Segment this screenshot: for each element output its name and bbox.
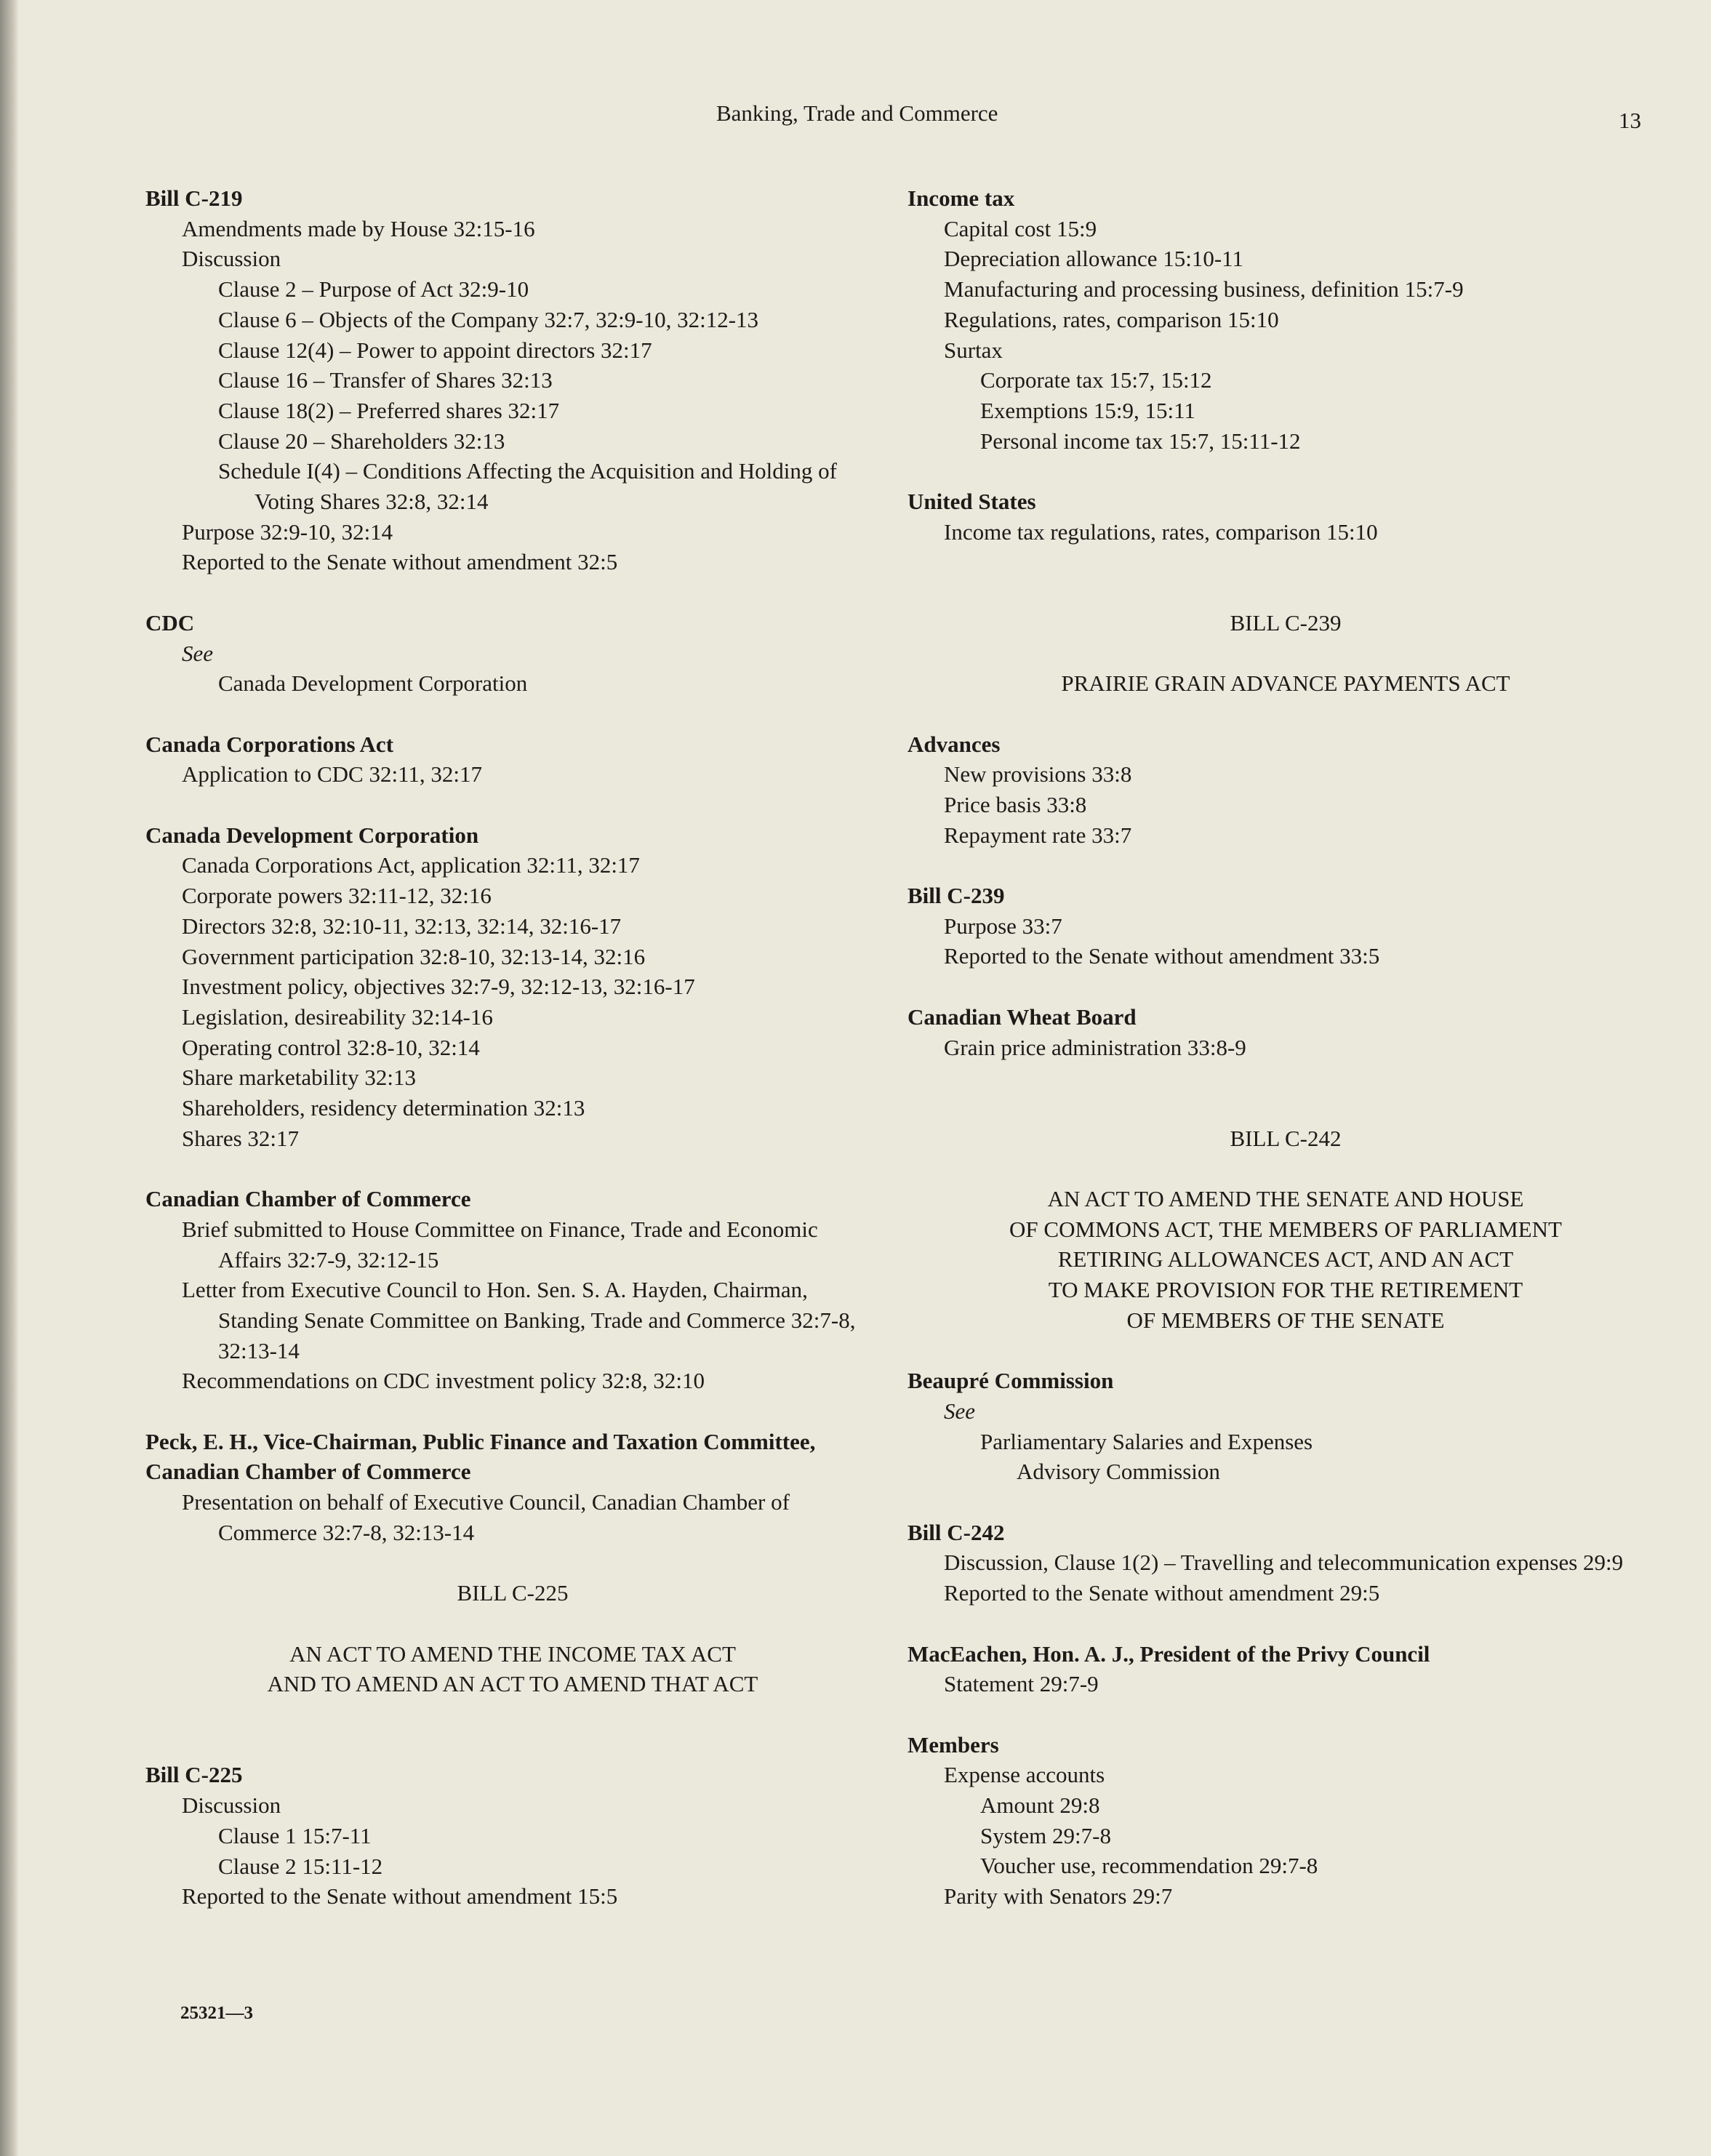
section-title: BILL C-225 <box>457 1580 569 1606</box>
section-title: BILL C-239 <box>1230 609 1342 636</box>
index-entry: Clause 12(4) – Power to appoint directors 32:17 <box>218 337 652 363</box>
index-entry: Discussion <box>182 246 281 272</box>
index-entry: Canada Corporations Act, application 32:11, 32:17 <box>182 852 640 878</box>
spacer <box>907 1699 1664 1730</box>
spacer <box>145 1396 880 1427</box>
index-entry: Clause 18(2) – Preferred shares 32:17 <box>218 397 560 423</box>
spacer <box>907 1153 1664 1184</box>
page-number: 13 <box>1619 108 1641 133</box>
spacer <box>907 577 1664 608</box>
section-title: BILL C-242 <box>1230 1125 1342 1151</box>
index-entry: Clause 2 – Purpose of Act 32:9-10 <box>218 276 529 302</box>
index-entry: Reported to the Senate without amendment 29:5 <box>944 1580 1380 1606</box>
spacer <box>907 1487 1664 1518</box>
index-entry: Statement 29:7-9 <box>944 1671 1099 1697</box>
index-entry: Letter from Executive Council to Hon. Sen. S. A. Hayden, Chairman, Standing Senate Committee on Banking, Trade and Commerce 32:7-8, 32:13-14 <box>182 1277 856 1363</box>
see-reference: See <box>944 1398 976 1424</box>
spacer <box>907 699 1664 729</box>
index-heading: Canada Development Corporation <box>145 822 479 848</box>
index-entry: Reported to the Senate without amendment 32:5 <box>182 549 618 575</box>
index-entry: Reported to the Senate without amendment 15:5 <box>182 1883 618 1909</box>
spacer <box>145 790 880 820</box>
spacer <box>907 850 1664 881</box>
index-entry: Legislation, desireability 32:14-16 <box>182 1003 493 1030</box>
section-title: AN ACT TO AMEND THE SENATE AND HOUSE <box>1047 1186 1524 1212</box>
index-entry: Advisory Commission <box>1017 1459 1220 1485</box>
index-entry: Application to CDC 32:11, 32:17 <box>182 761 483 788</box>
index-entry: Parliamentary Salaries and Expenses <box>980 1428 1313 1454</box>
index-entry: Voucher use, recommendation 29:7-8 <box>980 1853 1318 1879</box>
index-heading: Peck, E. H., Vice-Chairman, Public Finance and Taxation Committee, Canadian Chamber of Commerce <box>145 1428 816 1485</box>
index-heading: Bill C-242 <box>907 1519 1005 1545</box>
index-entry: Recommendations on CDC investment policy 32:8, 32:10 <box>182 1368 705 1394</box>
running-header: Banking, Trade and Commerce <box>716 100 998 126</box>
index-entry: Schedule I(4) – Conditions Affecting the Acquisition and Holding of Voting Shares 32:8, 32:14 <box>218 458 837 515</box>
index-entry: Reported to the Senate without amendment 33:5 <box>944 943 1380 969</box>
index-entry: Brief submitted to House Committee on Finance, Trade and Economic Affairs 32:7-9, 32:12-15 <box>182 1216 818 1273</box>
index-heading: Bill C-219 <box>145 185 243 211</box>
index-entry: Clause 20 – Shareholders 32:13 <box>218 428 505 454</box>
index-entry: Exemptions 15:9, 15:11 <box>980 397 1195 423</box>
index-entry: Price basis 33:8 <box>944 791 1087 817</box>
section-title: OF COMMONS ACT, THE MEMBERS OF PARLIAMENT <box>1009 1216 1562 1242</box>
index-entry: Grain price administration 33:8-9 <box>944 1034 1246 1060</box>
left-column <box>145 183 880 1912</box>
index-entry: Shares 32:17 <box>182 1125 300 1151</box>
index-heading: Beaupré Commission <box>907 1368 1114 1394</box>
spacer <box>145 1153 880 1184</box>
index-entry: Income tax regulations, rates, comparison 15:10 <box>944 518 1378 545</box>
spacer <box>145 1730 880 1760</box>
index-entry: Repayment rate 33:7 <box>944 822 1132 848</box>
spacer <box>145 1548 880 1579</box>
index-heading: Bill C-239 <box>907 883 1005 909</box>
index-entry: Directors 32:8, 32:10-11, 32:13, 32:14, 32:16-17 <box>182 913 622 939</box>
index-entry: Corporate powers 32:11-12, 32:16 <box>182 883 492 909</box>
index-heading: Canada Corporations Act <box>145 731 394 757</box>
section-title: AND TO AMEND AN ACT TO AMEND THAT ACT <box>267 1671 758 1697</box>
spacer <box>907 456 1664 486</box>
index-entry: Clause 2 15:11-12 <box>218 1853 383 1879</box>
section-title: OF MEMBERS OF THE SENATE <box>1126 1307 1445 1333</box>
index-heading: Advances <box>907 731 1001 757</box>
index-entry: System 29:7-8 <box>980 1822 1111 1848</box>
index-entry: Personal income tax 15:7, 15:11-12 <box>980 428 1301 454</box>
spacer <box>907 1062 1664 1093</box>
index-entry: Surtax <box>944 337 1003 363</box>
index-heading: CDC <box>145 609 195 636</box>
spacer <box>145 1699 880 1730</box>
index-heading: United States <box>907 489 1036 515</box>
index-heading: MacEachen, Hon. A. J., President of the Privy Council <box>907 1640 1430 1667</box>
spacer <box>145 1608 880 1639</box>
page-binding-edge <box>0 0 19 2156</box>
section-title: AN ACT TO AMEND THE INCOME TAX ACT <box>289 1640 736 1667</box>
index-entry: Manufacturing and processing business, definition 15:7-9 <box>944 276 1464 302</box>
spacer <box>907 547 1664 577</box>
index-entry: New provisions 33:8 <box>944 761 1132 788</box>
index-heading: Canadian Wheat Board <box>907 1003 1137 1030</box>
section-title: PRAIRIE GRAIN ADVANCE PAYMENTS ACT <box>1061 670 1510 697</box>
index-heading: Bill C-225 <box>145 1762 243 1788</box>
index-entry: Amendments made by House 32:15-16 <box>182 215 535 241</box>
index-entry: Capital cost 15:9 <box>944 215 1097 241</box>
spacer <box>145 699 880 729</box>
index-entry: Investment policy, objectives 32:7-9, 32:12-13, 32:16-17 <box>182 974 695 1000</box>
index-entry: Expense accounts <box>944 1762 1105 1788</box>
index-entry: Purpose 33:7 <box>944 913 1062 939</box>
index-entry: Purpose 32:9-10, 32:14 <box>182 518 393 545</box>
index-entry: Parity with Senators 29:7 <box>944 1883 1173 1909</box>
index-entry: Corporate tax 15:7, 15:12 <box>980 367 1212 393</box>
index-entry: Presentation on behalf of Executive Council, Canadian Chamber of Commerce 32:7-8, 32:13-14 <box>182 1489 790 1545</box>
footer-code: 25321—3 <box>180 2003 253 2023</box>
index-entry: Clause 6 – Objects of the Company 32:7, 32:9-10, 32:12-13 <box>218 306 759 332</box>
spacer <box>907 1093 1664 1123</box>
index-entry: Discussion <box>182 1792 281 1819</box>
index-entry: Shareholders, residency determination 32:13 <box>182 1095 585 1121</box>
index-entry: Regulations, rates, comparison 15:10 <box>944 306 1279 332</box>
index-entry: Government participation 32:8-10, 32:13-14, 32:16 <box>182 943 646 969</box>
index-heading: Members <box>907 1731 999 1758</box>
right-column <box>907 183 1664 1912</box>
see-reference: See <box>182 640 214 666</box>
index-entry: Clause 16 – Transfer of Shares 32:13 <box>218 367 553 393</box>
index-entry: Discussion, Clause 1(2) – Travelling and telecommunication expenses 29:9 <box>944 1550 1624 1576</box>
spacer <box>907 971 1664 1002</box>
index-entry: Share marketability 32:13 <box>182 1065 416 1091</box>
spacer <box>907 1608 1664 1639</box>
index-entry: Depreciation allowance 15:10-11 <box>944 246 1244 272</box>
index-entry: Amount 29:8 <box>980 1792 1100 1819</box>
index-entry: Operating control 32:8-10, 32:14 <box>182 1034 480 1060</box>
section-title: RETIRING ALLOWANCES ACT, AND AN ACT <box>1057 1246 1514 1273</box>
index-heading: Canadian Chamber of Commerce <box>145 1186 471 1212</box>
spacer <box>907 1336 1664 1366</box>
spacer <box>145 577 880 608</box>
index-heading: Income tax <box>907 185 1015 211</box>
spacer <box>907 638 1664 669</box>
index-entry: Canada Development Corporation <box>218 670 528 697</box>
index-entry: Clause 1 15:7-11 <box>218 1822 372 1848</box>
section-title: TO MAKE PROVISION FOR THE RETIREMENT <box>1048 1277 1523 1303</box>
